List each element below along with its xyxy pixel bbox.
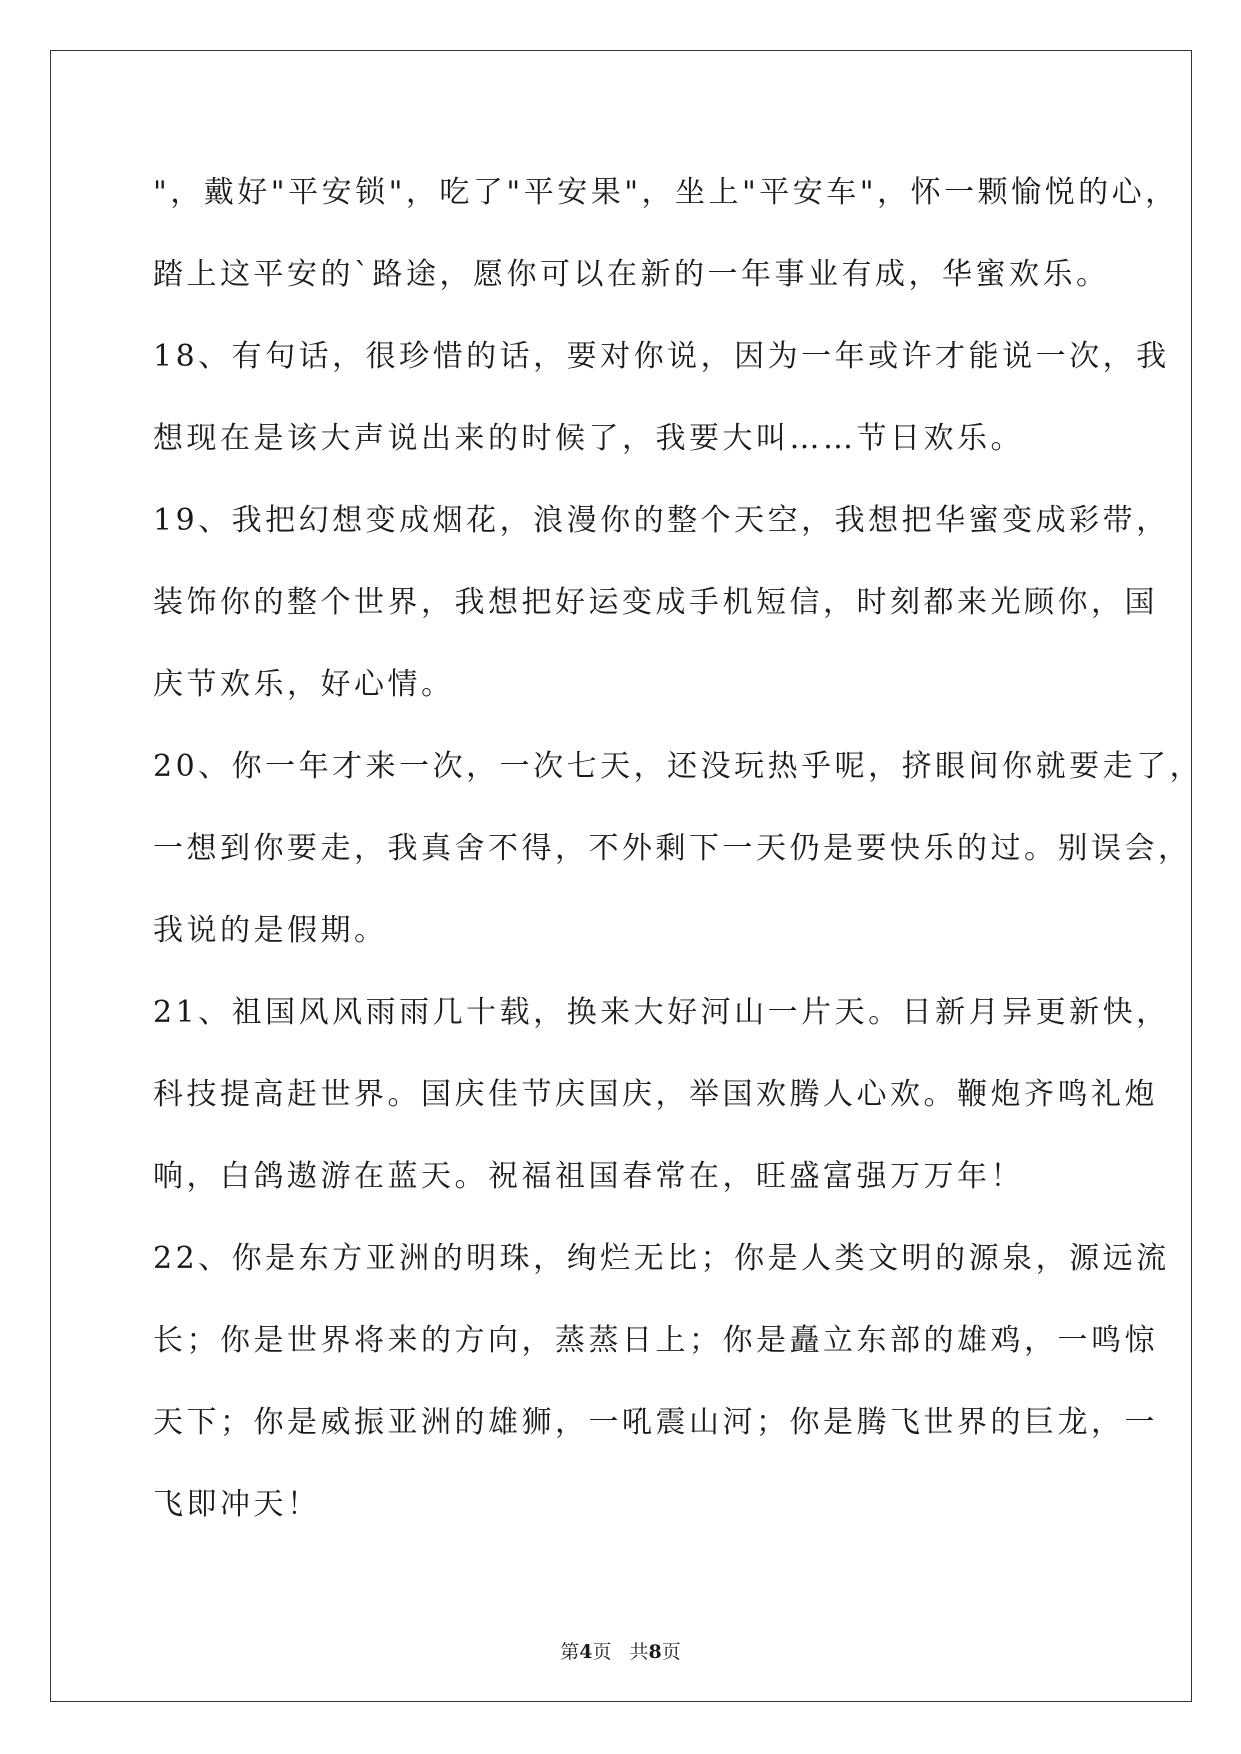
total-suffix: 页 [661,1641,681,1663]
text-line: 我说的是假期。 [153,913,388,948]
text-line: 装饰你的整个世界，我想把好运变成手机短信，时刻都来光顾你，国 [153,585,1158,620]
text-line: 20、你一年才来一次，一次七天，还没玩热乎呢，挤眼间你就要走了， [153,749,1204,784]
text-line: 科技提高赶世界。国庆佳节庆国庆，举国欢腾人心欢。鞭炮齐鸣礼炮 [153,1077,1158,1112]
text-line: 庆节欢乐，好心情。 [153,667,455,702]
document-body [153,166,1204,1560]
page-footer [0,1640,1241,1664]
text-line: 21、祖国风风雨雨几十载，换来大好河山一片天。日新月异更新快， [153,995,1170,1030]
paragraph-21 [153,986,1170,1232]
current-page-number: 4 [579,1641,593,1663]
text-line: 长；你是世界将来的方向，蒸蒸日上；你是矗立东部的雄鸡，一鸣惊 [153,1323,1158,1358]
paragraph-19 [153,494,1170,740]
text-line: 天下；你是威振亚洲的雄狮，一吼震山河；你是腾飞世界的巨龙，一 [153,1405,1158,1440]
text-line: 19、我把幻想变成烟花，浪漫你的整个天空，我想把华蜜变成彩带， [153,503,1170,538]
paragraph-continuation [153,166,1179,330]
total-pages-number: 8 [648,1641,662,1663]
text-line: 飞即冲天！ [153,1487,321,1522]
page-prefix: 第 [560,1641,580,1663]
text-line: 18、有句话，很珍惜的话，要对你说，因为一年或许才能说一次，我 [153,339,1170,374]
text-line: 一想到你要走，我真舍不得，不外剩下一天仍是要快乐的过。别误会， [153,831,1192,866]
paragraph-20 [153,740,1204,986]
text-line: 22、你是东方亚洲的明珠，绚烂无比；你是人类文明的源泉，源远流 [153,1241,1170,1276]
total-prefix: 共 [629,1641,649,1663]
paragraph-18 [153,330,1170,494]
paragraph-22 [153,1232,1170,1560]
text-line: "，戴好"平安锁"，吃了"平安果"，坐上"平安车"，怀一颗愉悦的心， [153,175,1179,210]
text-line: 响，白鸽遨游在蓝天。祝福祖国春常在，旺盛富强万万年！ [153,1159,1024,1194]
text-line: 踏上这平安的`路途，愿你可以在新的一年事业有成，华蜜欢乐。 [153,257,1110,292]
page-suffix: 页 [592,1641,612,1663]
text-line: 想现在是该大声说出来的时候了，我要大叫……节日欢乐。 [153,421,1024,456]
